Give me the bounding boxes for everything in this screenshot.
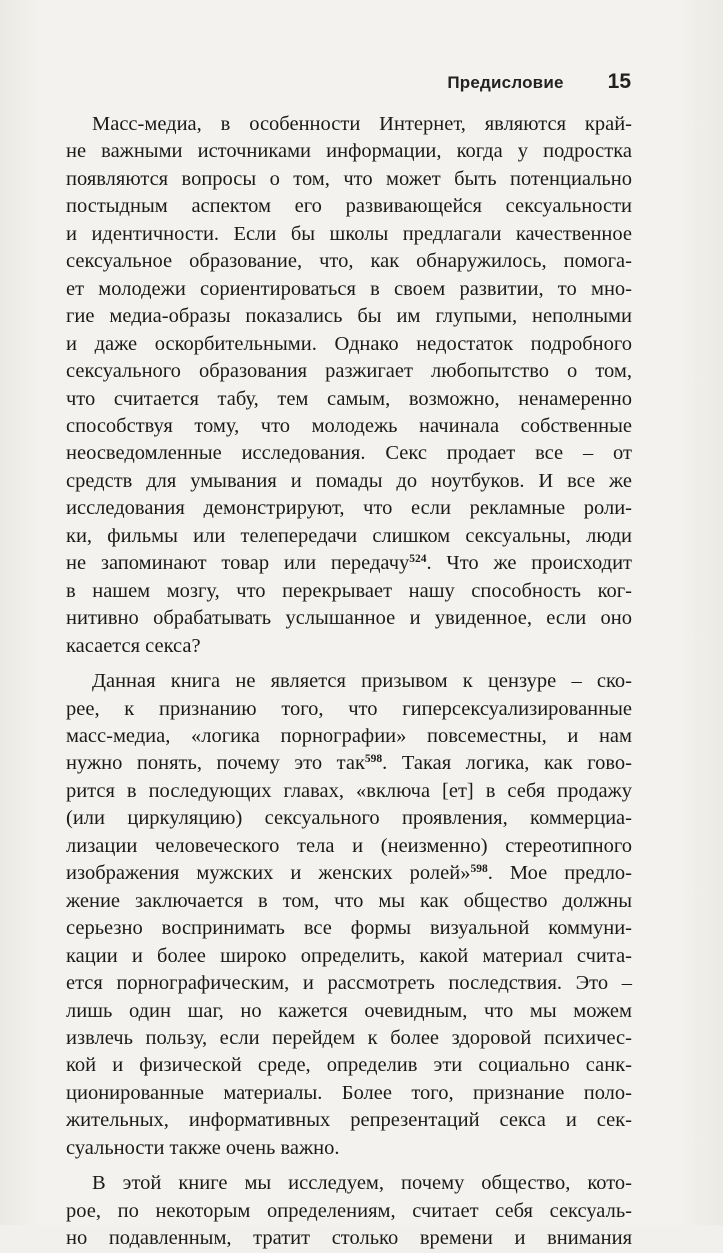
text-line: но подавленным, тратит столько времени и внимания [66, 1227, 632, 1250]
text-line: ционированные материалы. Более того, признание поло- [66, 1081, 632, 1104]
body-text [66, 111, 632, 1253]
text-line-with-reference [66, 860, 632, 887]
text-line: жение заключается в том, что мы как общество должны [66, 889, 632, 912]
text-line: лизации человеческого тела и (неизменно) стереотипного [66, 834, 632, 857]
text-line: и даже оскорбительными. Однако недостаток подробного [66, 332, 632, 355]
text-line: средств для умывания и помады до ноутбуков. И все же [66, 469, 632, 492]
text-line: серьезно воспринимать все формы визуальной коммуни- [66, 917, 632, 940]
text-fragment: не запоминают товар или передачу [66, 552, 410, 575]
text-line: рится в последующих главах, «включа [ет] в себя продажу [66, 779, 632, 802]
text-fragment: . Мое предло- [487, 862, 632, 885]
text-line: способствуя тому, что молодежь начинала собственные [66, 414, 632, 437]
text-line: кой и физической среде, определив эти социально санк- [66, 1054, 632, 1077]
text-line: Данная книга не является призывом к цензуре – ско- [92, 670, 632, 693]
paragraph-2 [66, 668, 632, 1162]
text-line: гие медиа-образы показались бы им глупыми, неполными [66, 305, 632, 328]
text-line: суальности также очень важно. [66, 1136, 340, 1159]
text-line: в нашем мозгу, что перекрывает нашу способность ког- [66, 579, 632, 602]
text-line: рое, по некоторым определениям, считает себя сексуаль- [66, 1199, 632, 1222]
page-number: 15 [607, 70, 631, 93]
text-line: касается секса? [66, 634, 201, 657]
text-line: ет молодежи сориентироваться в своем развитии, то мно- [66, 277, 632, 300]
text-line: постыдным аспектом его развивающейся сексуальности [66, 195, 632, 218]
text-line: ется порнографическим, и рассмотреть последствия. Это – [66, 972, 632, 995]
text-line: лишь один шаг, но кажется очевидным, что мы можем [66, 999, 632, 1022]
reference-number: 524 [409, 553, 427, 566]
text-line: извлечь пользу, если перейдем к более здоровой психичес- [66, 1026, 632, 1049]
text-line: масс-медиа, «логика порнографии» повсеместны, и нам [66, 724, 632, 747]
text-line: (или циркуляцию) сексуального проявления, коммерциа- [66, 807, 632, 830]
text-line: сексуального образования разжигает любопытство о том, [66, 360, 632, 383]
text-line: сексуальное образование, что, как обнаружилось, помога- [66, 250, 632, 273]
paragraph-1 [66, 111, 632, 660]
text-fragment: . Такая логика, как гово- [382, 752, 632, 775]
text-line: ки, фильмы или телепередачи слишком сексуальны, люди [66, 524, 632, 547]
text-fragment: изображения мужских и женских ролей» [66, 862, 471, 885]
text-line: В этой книге мы исследуем, почему общество, кото- [92, 1172, 632, 1195]
text-line: жительных, информативных репрезентаций секса и сек- [66, 1109, 632, 1132]
section-title: Предисловие [447, 73, 564, 92]
running-head [447, 70, 631, 94]
text-line: нитивно обрабатывать услышанное и увиденное, если оно [66, 607, 632, 630]
text-line: и идентичности. Если бы школы предлагали качественное [66, 222, 632, 245]
paragraph-3 [66, 1170, 632, 1252]
reference-number: 598 [364, 753, 383, 766]
text-line: не важными источниками информации, когда у подростка [66, 140, 632, 163]
text-line: кации и более широко определить, какой материал счита- [66, 944, 632, 967]
text-line: появляются вопросы о том, что может быть потенциально [66, 167, 632, 190]
text-line: рее, к признанию того, что гиперсексуализированные [66, 697, 632, 720]
text-line: Масс-медиа, в особенности Интернет, являются край- [92, 113, 632, 135]
text-fragment: нужно понять, почему это так [66, 752, 365, 775]
text-line-with-reference [66, 750, 632, 777]
reference-number: 598 [470, 863, 488, 876]
text-line-with-reference [66, 550, 632, 577]
text-line: исследования демонстрируют, что если рекламные роли- [66, 497, 632, 520]
text-fragment: . Что же происходит [426, 552, 632, 575]
text-line: что считается табу, тем самым, возможно, ненамеренно [66, 387, 632, 410]
text-line: неосведомленные исследования. Секс продает все – от [66, 442, 632, 465]
